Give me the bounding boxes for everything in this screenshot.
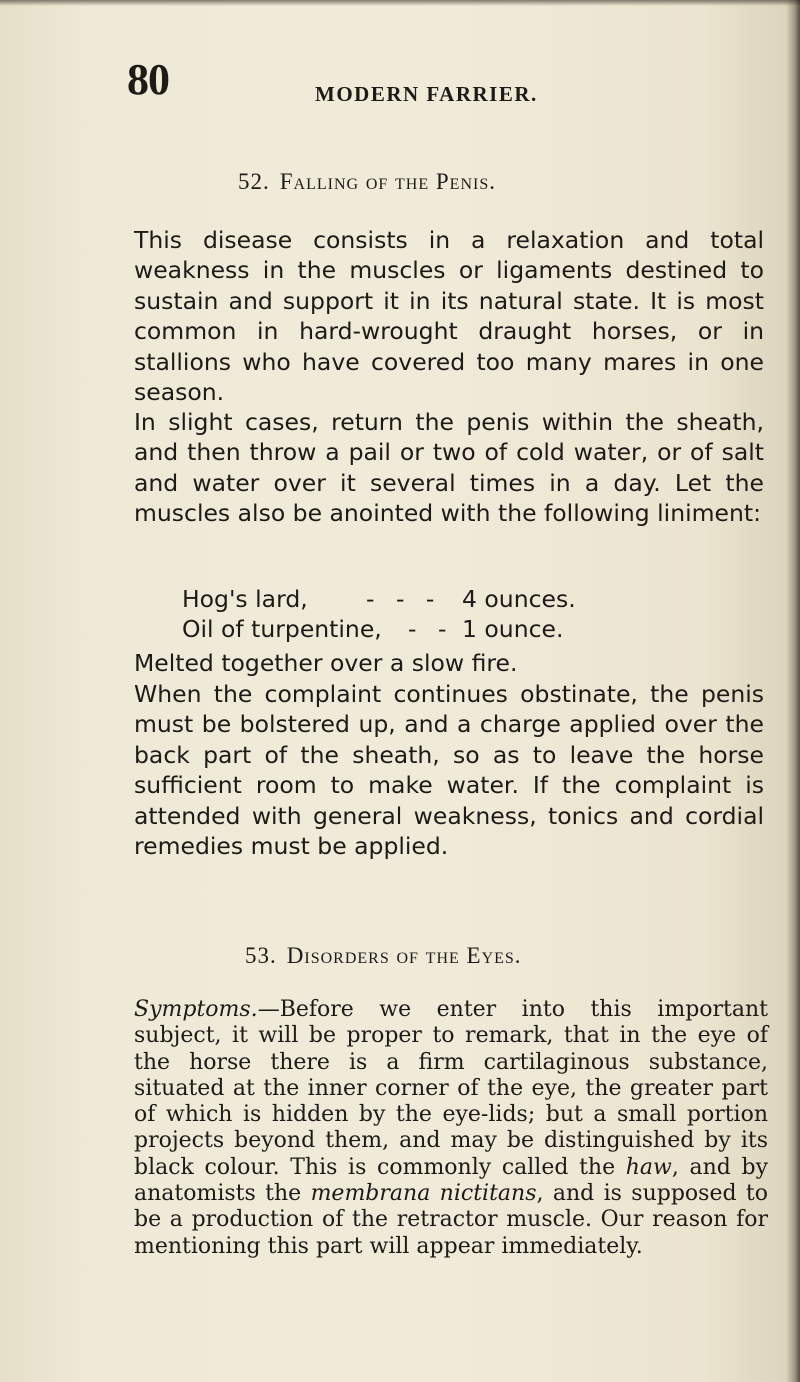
page-number: 80 bbox=[127, 55, 169, 104]
section-53-paragraph bbox=[134, 997, 768, 1260]
recipe-quantity: 1 ounce. bbox=[462, 615, 564, 644]
section-52-paragraph-3: Melted together over a slow fire. bbox=[134, 649, 518, 677]
section-52-number: 52. bbox=[238, 169, 270, 194]
running-head: MODERN FARRIER. bbox=[315, 82, 538, 106]
recipe-line bbox=[182, 614, 742, 644]
section-53-text-b: , and by anatomists the bbox=[134, 1154, 768, 1207]
term-membrana-nictitans: membrana nictitans bbox=[310, 1181, 537, 1207]
recipe-line bbox=[182, 584, 742, 614]
section-53-text-a: —Before we enter into this important subject, it will be proper to remark, that in the eye of the horse there is a firm cartilaginous substance, situated at the inner corner of the eye, the greater part of which is hidden by the eye-lids; but a small portion projects beyond them, and may be distinguished by its black colour. This is commonly called the bbox=[134, 997, 768, 1180]
recipe-leader-dashes: - - - bbox=[366, 585, 435, 613]
section-52-heading bbox=[238, 170, 496, 193]
recipe-ingredient: Hog's lard, bbox=[182, 585, 308, 613]
section-53-title: Disorders of the Eyes. bbox=[286, 943, 522, 968]
recipe-ingredient: Oil of turpentine, bbox=[182, 615, 382, 644]
section-52-paragraph-2: In slight cases, return the penis within the sheath, and then throw a pail or two of cold water, or of salt and water over it several times in a day. Let the muscles also be anointed with the following liniment: bbox=[134, 408, 764, 528]
recipe-quantity: 4 ounces. bbox=[462, 585, 576, 613]
section-52-paragraph-4: When the complaint continues obstinate, the penis must be bolstered up, and a charge applied over the back part of the sheath, so as to leave the horse sufficient room to make water. If the complaint is attended with general weakness, tonics and cordial remedies must be applied. bbox=[134, 680, 764, 861]
term-haw: haw bbox=[625, 1154, 672, 1180]
section-53-heading bbox=[245, 944, 522, 967]
section-52-title: Falling of the Penis. bbox=[279, 169, 496, 194]
page-top-shadow bbox=[0, 0, 800, 6]
section-53-text-c: , and is supposed to be a production of the retractor muscle. Our reason for mentioning this part will appear immediately. bbox=[134, 1181, 768, 1259]
symptoms-lead: Symptoms. bbox=[134, 997, 258, 1022]
section-52-paragraph-1: This disease consists in a relaxation and total weakness in the muscles or ligaments destined to sustain and support it in its natural state. It is most common in hard-wrought draught horses, or in stallions who have covered too many mares in one season. bbox=[134, 226, 764, 407]
section-53-number: 53. bbox=[245, 943, 277, 968]
recipe-leader-dashes: - - bbox=[408, 615, 447, 644]
liniment-recipe bbox=[182, 584, 742, 645]
page-spine-shadow bbox=[786, 0, 800, 1382]
